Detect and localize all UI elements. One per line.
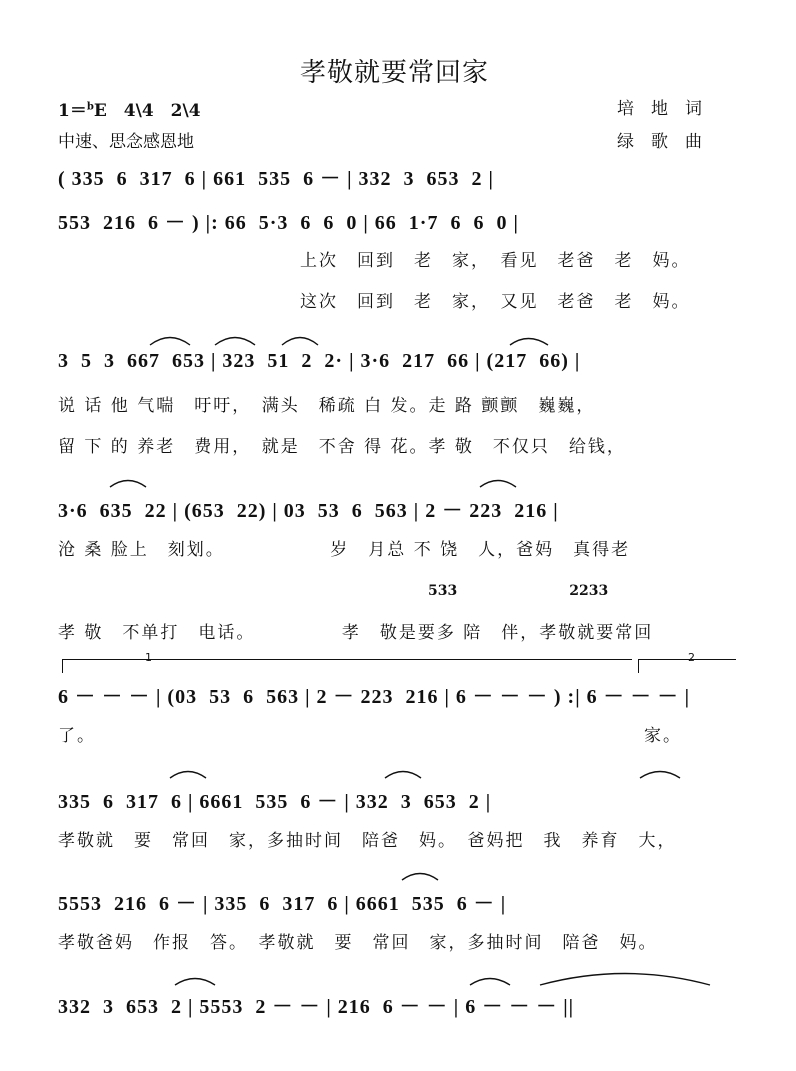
tempo-marking: 中速、思念感恩地 <box>58 132 194 152</box>
lyric-line-2b: 这次 回到 老 家， 又见 老爸 老 妈。 <box>300 292 691 312</box>
lyric-line-5: 孝 敬 不单打 电话。 孝 敬是要多 陪 伴，孝敬就要常回 <box>58 623 654 643</box>
notation-line-9: 332 3 653 2 | 5553 2 － － | 216 6 － － | 6 － － － || <box>58 996 575 1018</box>
lyric-line-3b: 留 下 的 养老 费用， 就是 不舍 得 花。孝 敬 不仅只 给钱， <box>58 437 626 457</box>
first-ending-number: 1 <box>145 651 152 664</box>
first-ending-tick <box>62 659 63 673</box>
lyric-line-2a: 上次 回到 老 家， 看见 老爸 老 妈。 <box>300 251 691 271</box>
second-ending-bracket <box>638 659 736 660</box>
second-ending-number: 2 <box>688 651 695 664</box>
notation-line-8: 5553 216 6 － | 335 6 317 6 | 6661 535 6 － | <box>58 893 507 915</box>
notation-line-3: 3 5 3 667 653 | 323 51 2 2· | 3·6 217 66 | (217 66) | <box>58 350 581 372</box>
notation-line-6: 6 － － － | (03 53 6 563 | 2 － 223 216 | 6 － － － ) :| 6 － － － | <box>58 686 691 708</box>
key-signature: 1＝$^b$E 4\4 2\4 <box>58 101 201 121</box>
alternate-notes: 533 2233 <box>428 583 609 599</box>
lyric-line-3a: 说 话 他 气喘 吁吁， 满头 稀疏 白 发。走 路 颤颤 巍巍， <box>58 396 596 416</box>
lyric-line-6b: 家。 <box>644 726 682 746</box>
notation-line-1: ( 335 6 317 6 | 661 535 6 － | 332 3 653 2 | <box>58 168 494 190</box>
lyric-line-8: 孝敬爸妈 作报 答。 孝敬就 要 常回 家，多抽时间 陪爸 妈。 <box>58 933 658 953</box>
notation-line-7: 335 6 317 6 | 6661 535 6 － | 332 3 653 2 | <box>58 791 492 813</box>
notation-line-2: 553 216 6 － ) |: 66 5·3 6 6 0 | 66 1·7 6 6 0 | <box>58 212 519 234</box>
lyric-line-7: 孝敬就 要 常回 家，多抽时间 陪爸 妈。 爸妈把 我 养育 大， <box>58 831 677 851</box>
lyric-line-6a: 了。 <box>58 726 96 746</box>
second-ending-tick <box>638 659 639 673</box>
lyric-line-4: 沧 桑 脸上 刻划。 岁 月总 不 饶 人，爸妈 真得老 <box>58 540 631 560</box>
song-title: 孝敬就要常回家 <box>300 58 490 88</box>
notation-line-4: 3·6 635 22 | (653 22) | 03 53 6 563 | 2 － 223 216 | <box>58 500 559 522</box>
lyricist-credit: 培 地 词 <box>617 99 702 119</box>
composer-credit: 绿 歌 曲 <box>617 132 702 152</box>
